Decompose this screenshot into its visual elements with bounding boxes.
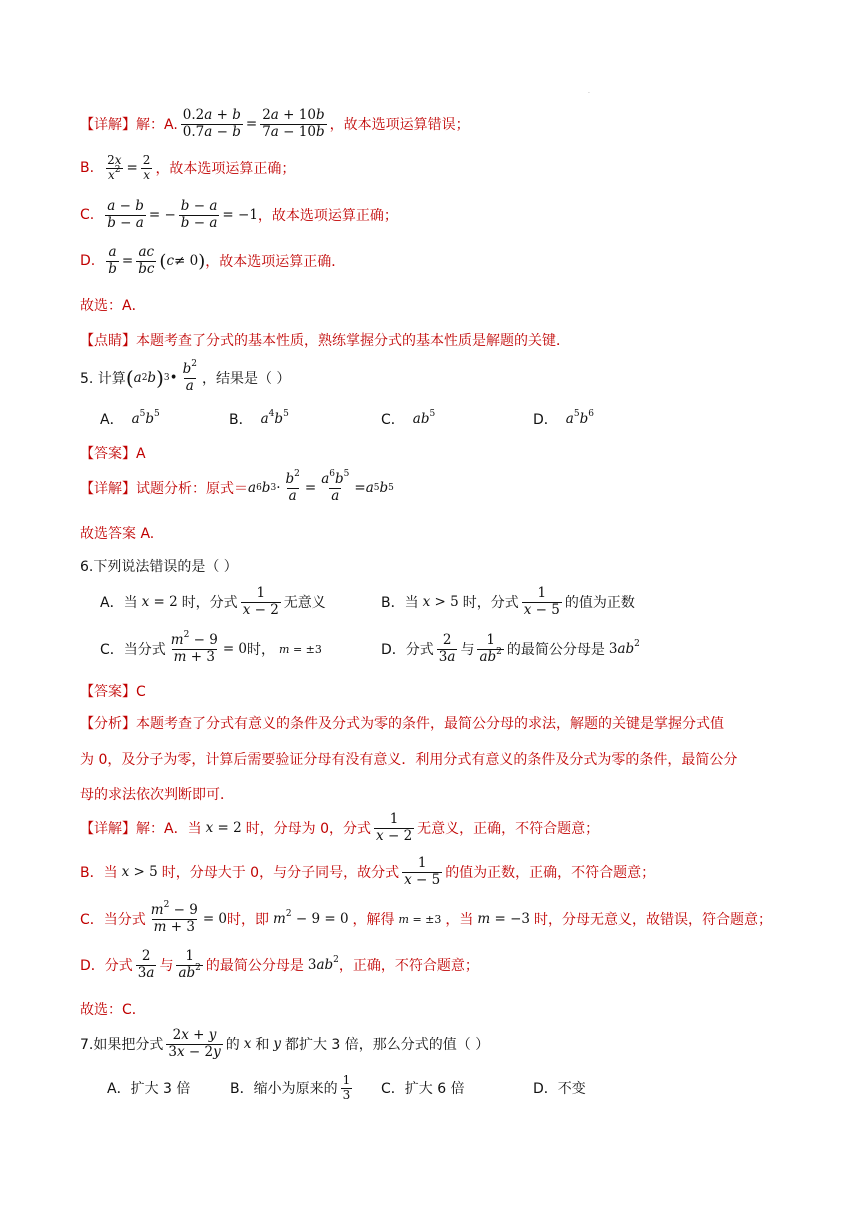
q5-option-a[interactable] xyxy=(100,409,160,429)
q6-choose: 故选：C． xyxy=(80,1002,146,1018)
q4-detail-d xyxy=(80,245,345,277)
q5-answer: 【答案】A xyxy=(80,446,146,462)
q6-det-c-4: ，当 xyxy=(445,912,474,929)
q5-choose: 故选答案 A. xyxy=(80,526,155,542)
q7-option-a[interactable] xyxy=(107,1078,190,1098)
q7-stem-y: y xyxy=(273,1036,281,1053)
q4-formula-c: $\frac{a - b}{b - a}$ = − $\frac{b - a}{b - a}$ = −1 xyxy=(107,198,258,231)
q6-detail-a xyxy=(80,812,599,844)
q6-option-d[interactable] xyxy=(381,633,640,665)
q6-opt-d-math: $3ab^2$ xyxy=(608,639,640,658)
q5-detail-prefix: 【详解】试题分析：原式＝ xyxy=(80,481,248,498)
q7-stem-1: 7.如果把分式 xyxy=(80,1037,164,1054)
q5-option-b-formula: $a^4b^5$ xyxy=(260,409,289,427)
q6-det-a-frac: $\frac{1}{x - 2}$ xyxy=(376,811,413,844)
q4-detail-a-text: ，故本选项运算错误； xyxy=(329,117,470,134)
q5-option-b-label: B． xyxy=(229,412,253,428)
q6-option-c[interactable] xyxy=(100,630,322,665)
q7-option-c[interactable] xyxy=(381,1078,465,1098)
q7-stem-frac: $\frac{2x + y}{3x - 2y}$ xyxy=(168,1027,221,1060)
q7-stem-x: x xyxy=(243,1036,252,1053)
q6-analysis-line2: 为 0，及分子为零，计算后需要验证分母有没有意义．利用分式有意义的条件及分式为零的条件，最简公分 xyxy=(80,752,738,768)
q6-opt-d-3: 的最简公分母是 xyxy=(506,642,605,659)
q4-detail-a xyxy=(80,108,470,140)
q4-formula-b: $\frac{2x}{x^2}$ = $\frac{2}{x}$ xyxy=(107,153,151,182)
q5-option-c[interactable] xyxy=(381,409,435,429)
q6-det-d-4: ，正确，不符合题意； xyxy=(338,958,479,975)
q6-opt-b-3: 的值为正数 xyxy=(564,595,635,612)
q5-option-c-formula: $ab^5$ xyxy=(412,409,436,427)
q6-opt-d-2: 与 xyxy=(460,642,475,659)
q6-det-d-frac2: $\frac{1}{ab^2}$ xyxy=(178,948,201,981)
q7-option-b[interactable] xyxy=(230,1074,355,1103)
q5-stem-suffix: ，结果是（ ） xyxy=(201,371,291,388)
q4-detail-c xyxy=(80,199,398,231)
q6-det-c-5: 时，分母无意义，故错误，符合题意； xyxy=(534,912,773,929)
q5-option-a-formula: $a^5b^5$ xyxy=(131,409,160,427)
q4-detail-prefix: 【详解】解：A. xyxy=(80,117,178,134)
q6-detail-d xyxy=(80,949,479,981)
q6-opt-b-math1: x > 5 xyxy=(422,594,459,611)
q4-point: 【点睛】本题考查了分式的基本性质，熟练掌握分式的基本性质是解题的关键． xyxy=(80,333,570,349)
q6-det-c-math2: m = ±3 xyxy=(398,912,442,926)
q7-option-d[interactable] xyxy=(533,1078,586,1098)
q6-det-d-3: 的最简公分母是 xyxy=(205,958,304,975)
q5-detail-formula: a 6 b 3 · $\frac{b^2}{a}$ = $\frac{a^6b^5}{a}$ = a 5 b 5 xyxy=(248,469,394,504)
q4-detail-c-label: C. xyxy=(80,207,95,224)
q4-detail-b-text: ，故本选项运算正确； xyxy=(155,161,296,178)
q7-option-b-frac: $\frac{1}{3}$ xyxy=(342,1073,351,1102)
q6-det-b-1: B．当 xyxy=(80,865,118,882)
q6-detail-b xyxy=(80,856,655,888)
q5-stem-prefix: 5. 计算 xyxy=(80,371,126,388)
q6-det-b-3: 的值为正数，正确，不符合题意； xyxy=(445,865,656,882)
q6-det-a-math: x = 2 xyxy=(205,820,242,837)
q4-detail-c-text: ，故本选项运算正确； xyxy=(257,208,398,225)
q6-analysis-line3: 母的求法依次判断即可． xyxy=(80,787,234,803)
q6-stem: 6.下列说法错误的是（ ） xyxy=(80,559,238,575)
q5-option-d-label: D． xyxy=(533,412,558,428)
q6-det-d-2: 与 xyxy=(159,958,174,975)
q7-option-b-label: B．缩小为原来的 xyxy=(230,1081,338,1098)
q6-det-c-1: C．当分式 xyxy=(80,912,146,929)
q5-option-a-label: A． xyxy=(100,412,124,428)
q4-detail-d-label: D. xyxy=(80,253,96,270)
q6-det-b-2: 时，分母大于 0，与分子同号，故分式 xyxy=(161,865,400,882)
q6-det-c-formula: $\frac{m^2 - 9}{m + 3}$ = 0 xyxy=(150,900,228,935)
q6-det-c-math1: $m^2 - 9 = 0$ xyxy=(273,909,349,928)
q6-det-b-frac: $\frac{1}{x - 5}$ xyxy=(404,855,441,888)
q6-opt-c-1: C．当分式 xyxy=(100,642,166,659)
q6-det-c-3: ，解得 xyxy=(352,912,395,929)
q6-det-d-1: D．分式 xyxy=(80,958,133,975)
q6-opt-a-2: 时，分式 xyxy=(181,595,238,612)
q6-opt-b-frac: $\frac{1}{x - 5}$ xyxy=(523,585,560,618)
q7-option-c-label: C．扩大 6 倍 xyxy=(381,1081,465,1097)
q6-option-b[interactable] xyxy=(381,586,635,618)
q6-opt-c-2: 时， xyxy=(247,642,276,659)
q6-det-a-1: 【详解】解：A．当 xyxy=(80,821,202,838)
q6-detail-c xyxy=(80,900,773,935)
q6-analysis-line1: 【分析】本题考查了分式有意义的条件及分式为零的条件，最简公分母的求法，解题的关键是掌握分式值 xyxy=(80,716,724,732)
q4-choose: 故选：A． xyxy=(80,298,146,314)
q6-det-a-3: 无意义，正确，不符合题意； xyxy=(417,821,600,838)
q6-det-a-2: 时，分母为 0，分式 xyxy=(245,821,372,838)
q5-stem-formula: ( a 2 b ) 3 • $\frac{b^2}{a}$ xyxy=(125,359,197,394)
q7-stem xyxy=(80,1028,489,1060)
q4-formula-d: $\frac{a}{b}$ = $\frac{ac}{bc}$ ( c ≠ 0 ) xyxy=(108,244,206,277)
q5-option-d[interactable] xyxy=(533,409,594,429)
q4-detail-b xyxy=(80,154,295,183)
q5-option-c-label: C． xyxy=(381,412,405,428)
q6-det-b-math: x > 5 xyxy=(121,864,158,881)
q6-opt-a-frac: $\frac{1}{x - 2}$ xyxy=(242,585,279,618)
q5-option-b[interactable] xyxy=(229,409,289,429)
q5-stem xyxy=(80,359,291,394)
q5-option-d-formula: $a^5b^6$ xyxy=(565,409,594,427)
q6-opt-c-formula: $\frac{m^2 - 9}{m + 3}$ = 0 xyxy=(170,630,248,665)
q6-opt-b-2: 时，分式 xyxy=(462,595,519,612)
q4-detail-d-text: ，故本选项运算正确． xyxy=(205,254,346,271)
q6-det-c-math3: m = −3 xyxy=(477,911,531,928)
q6-det-c-2: 时，即 xyxy=(227,912,270,929)
q7-option-a-label: A．扩大 3 倍 xyxy=(107,1081,191,1097)
q6-opt-d-frac2: $\frac{1}{ab^2}$ xyxy=(479,632,502,665)
q6-opt-a-3: 无意义 xyxy=(283,595,326,612)
q6-opt-a-math1: x = 2 xyxy=(141,594,178,611)
q6-option-a[interactable] xyxy=(100,586,326,618)
q6-opt-d-frac1: $\frac{2}{3a}$ xyxy=(438,632,456,665)
q4-formula-a: $\frac{0.2a + b}{0.7a - b}$ = $\frac{2a + 10b}{7a - 10b}$ xyxy=(182,107,325,140)
corner-mark: . xyxy=(588,88,590,95)
q7-stem-3: 和 xyxy=(255,1037,270,1054)
q7-option-d-label: D．不变 xyxy=(533,1081,586,1097)
q6-answer: 【答案】C xyxy=(80,684,146,700)
q6-det-d-math: $3ab^2$ xyxy=(307,955,339,974)
q4-detail-b-label: B. xyxy=(80,160,95,177)
q6-opt-b-1: B．当 xyxy=(381,595,419,612)
q7-stem-2: 的 xyxy=(225,1037,240,1054)
q6-opt-a-1: A．当 xyxy=(100,595,138,612)
q6-opt-c-math: m = ±3 xyxy=(279,642,322,656)
q7-stem-4: 都扩大 3 倍，那么分式的值（ ） xyxy=(284,1037,490,1054)
q6-det-d-frac1: $\frac{2}{3a}$ xyxy=(137,948,155,981)
q5-detail xyxy=(80,469,394,504)
q6-opt-d-1: D．分式 xyxy=(381,642,434,659)
